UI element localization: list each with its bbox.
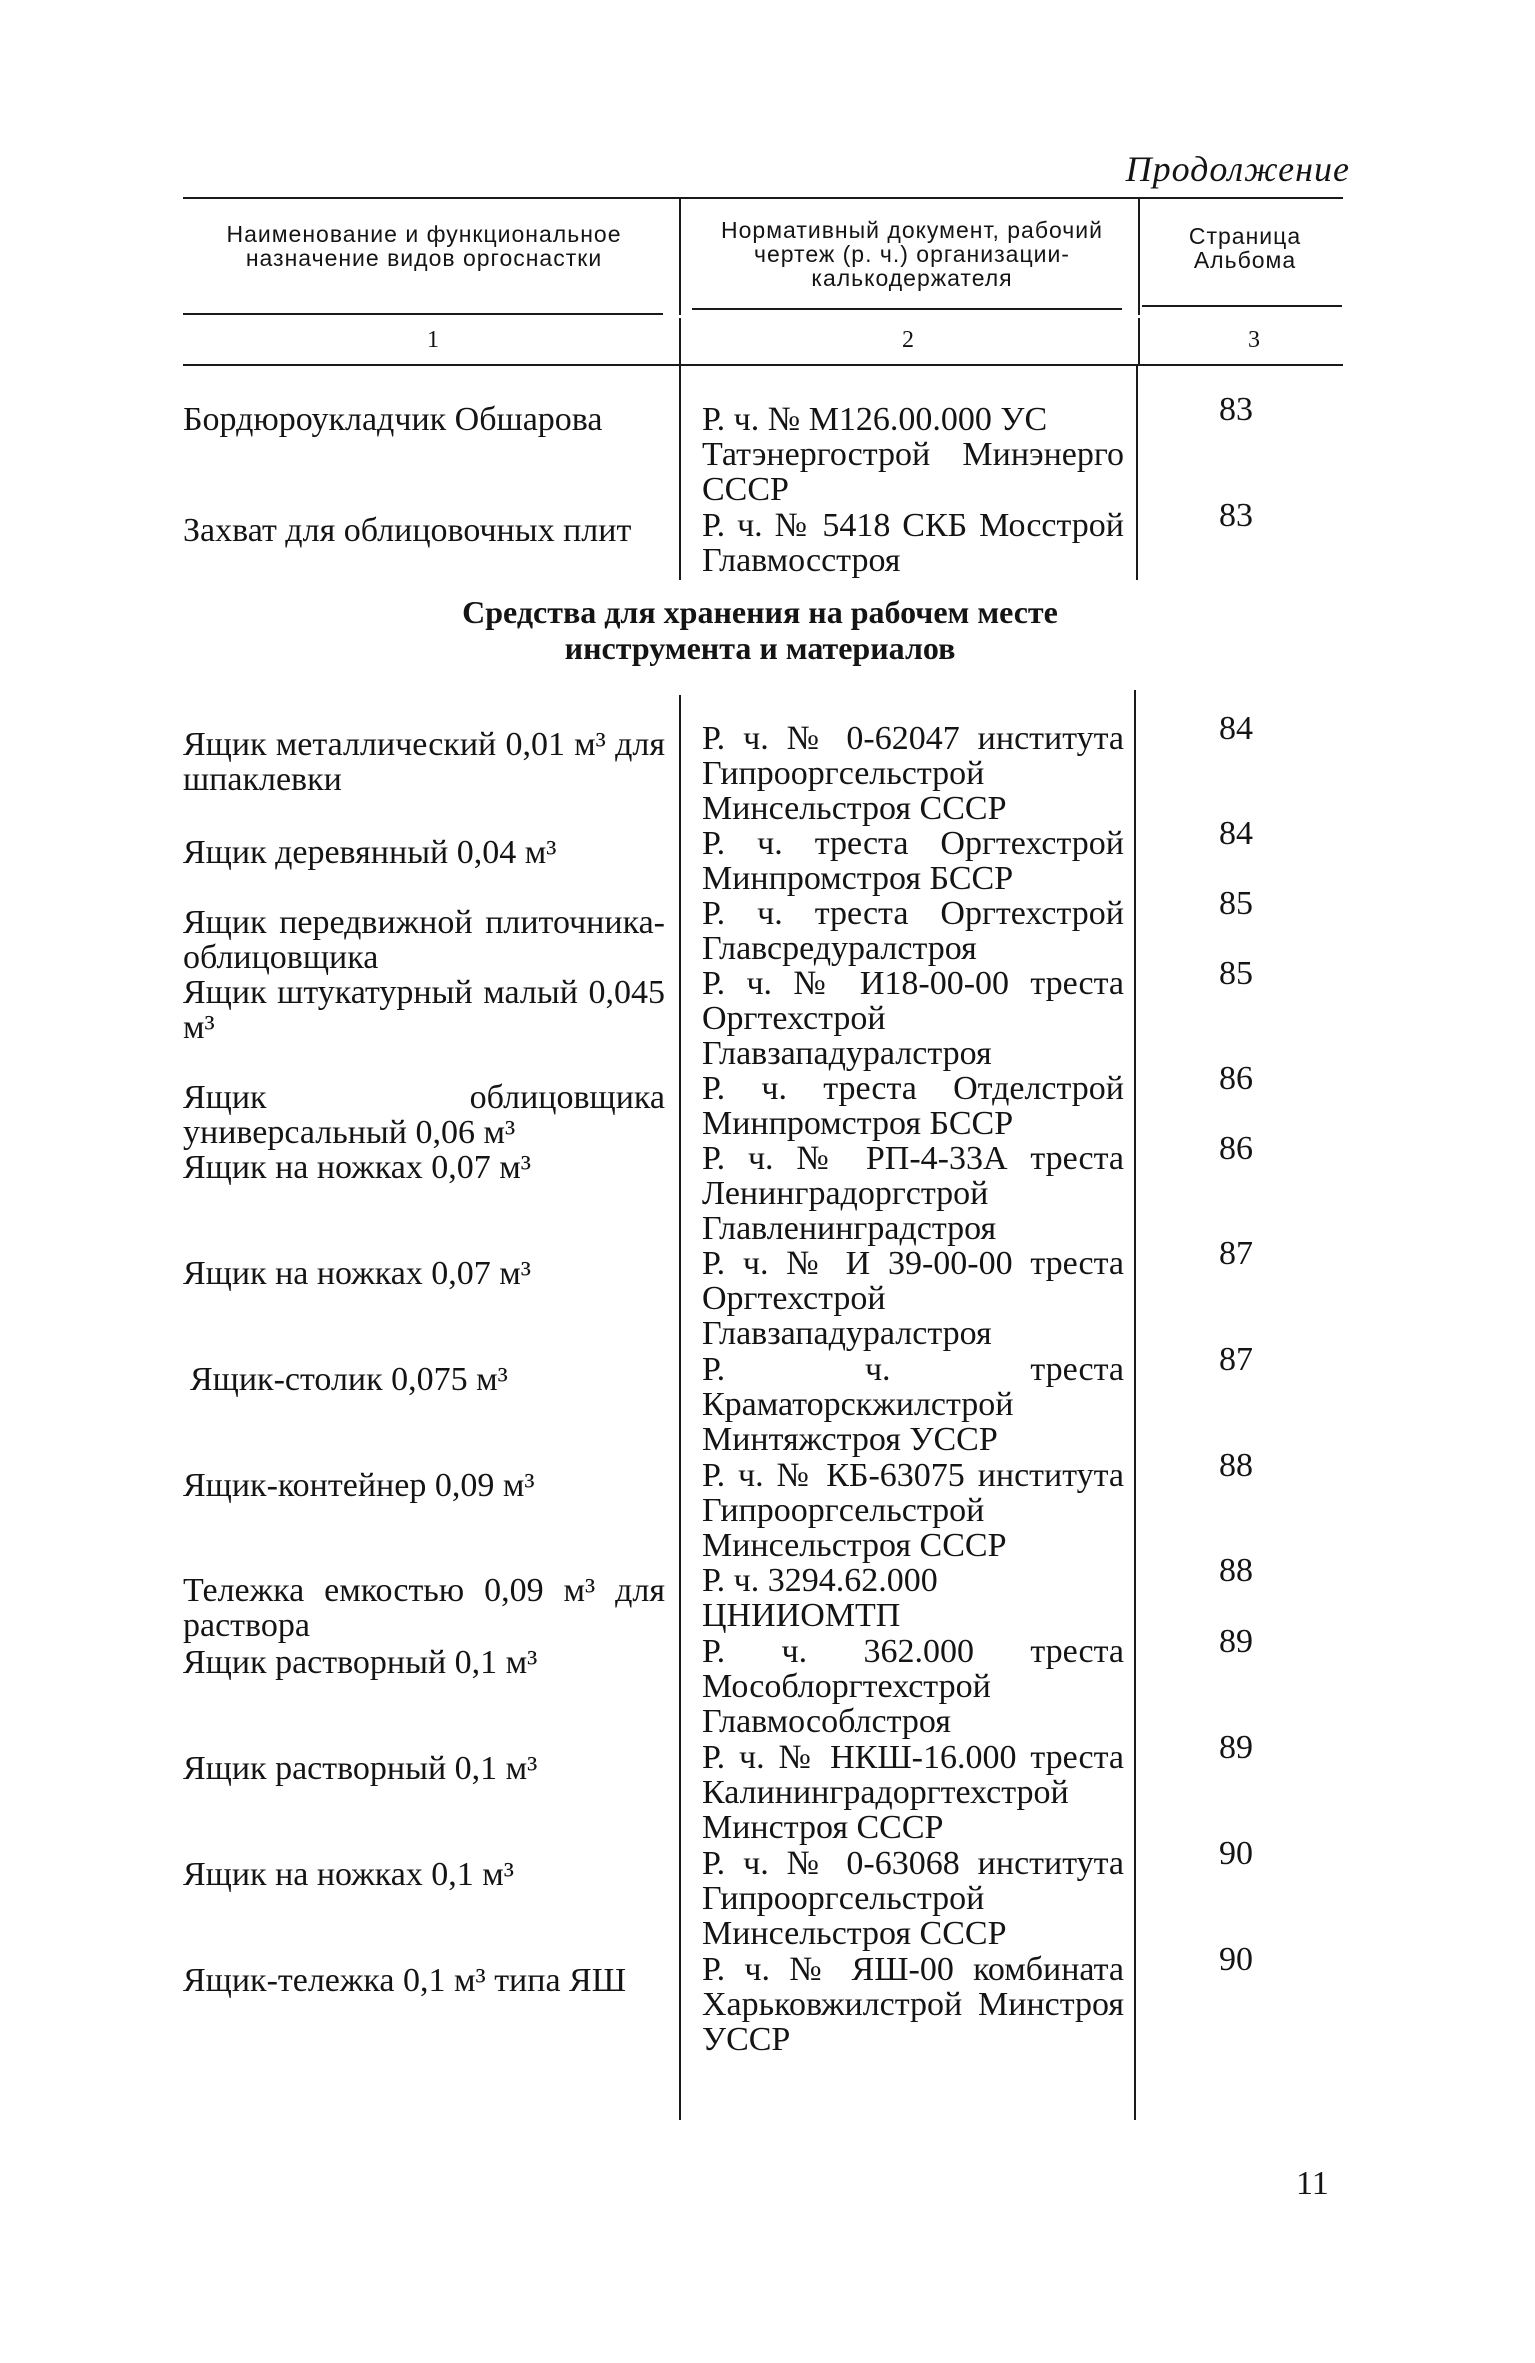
row-name: Ящик-столик 0,075 м³ [190, 1361, 508, 1398]
body-divider-1-bottom [679, 695, 681, 2120]
row-name: Ящик на ножках 0,07 м³ [183, 1149, 532, 1186]
header-underline-col1 [183, 313, 663, 315]
row-page: 86 [1219, 1130, 1253, 1167]
row-document: Р. ч. № 5418 СКБ Мосстрой Главмосстроя [702, 507, 1124, 579]
column-number-1: 1 [427, 327, 439, 353]
header-col2: Нормативный документ, рабочий чертеж (р. ч.) организации-калькодержателя [721, 217, 1103, 291]
row-page: 89 [1219, 1623, 1253, 1660]
row-page: 90 [1219, 1941, 1253, 1978]
row-document: Р. ч. № И 39-00-00 треста Оргтехстрой Главзападуралстроя [702, 1245, 1124, 1352]
row-document: Р. ч. № КБ-63075 института Гипрооргсельстрой Минсельстроя СССР [702, 1457, 1124, 1564]
numbers-divider-2 [1138, 318, 1140, 364]
row-name: Захват для облицовочных плит [183, 512, 632, 549]
continuation-label: Продолжение [1125, 149, 1350, 189]
row-name: Ящик облицовщика универсальный 0,06 м³ [183, 1079, 665, 1151]
row-name: Ящик на ножках 0,1 м³ [183, 1856, 515, 1893]
row-name: Ящик металлический 0,01 м³ для шпаклевки [183, 726, 665, 798]
row-document: Р. ч. треста Оргтехстрой Главсредуралстроя [702, 895, 1124, 967]
row-name: Ящик растворный 0,1 м³ [183, 1644, 538, 1681]
row-page: 88 [1219, 1552, 1253, 1589]
row-document: Р. ч. треста Краматорскжилстрой Минтяжстроя УССР [702, 1351, 1124, 1458]
header-underline-col3 [1142, 305, 1342, 307]
header-underline-col2 [692, 308, 1122, 310]
row-name: Ящик штукатурный малый 0,045 м³ [183, 974, 665, 1046]
row-name: Тележка емкостью 0,09 м³ для раствора [183, 1572, 665, 1644]
row-name: Ящик на ножках 0,07 м³ [183, 1255, 532, 1292]
row-name: Ящик-контейнер 0,09 м³ [183, 1467, 535, 1504]
row-document: Р. ч. треста Отделстрой Минпромстроя БССР [702, 1070, 1124, 1142]
row-name: Бордюроукладчик Обшарова [183, 401, 603, 438]
row-name: Ящик-тележка 0,1 м³ типа ЯШ [183, 1962, 627, 1999]
page-number: 11 [1296, 2165, 1329, 2202]
row-page: 89 [1219, 1729, 1253, 1766]
row-page: 84 [1219, 710, 1253, 747]
header-col1: Наименование и функциональное назначение видов оргоснастки [226, 221, 622, 271]
row-name: Ящик растворный 0,1 м³ [183, 1750, 538, 1787]
row-document: Р. ч. № НКШ-16.000 треста Калининградоргтехстрой Минстроя СССР [702, 1739, 1124, 1846]
column-number-3: 3 [1248, 327, 1260, 353]
row-page: 90 [1219, 1835, 1253, 1872]
row-document: Р. ч. № И18-00-00 треста Оргтехстрой Главзападуралстроя [702, 965, 1124, 1072]
body-divider-1-top [679, 364, 681, 580]
row-page: 83 [1219, 391, 1253, 428]
row-page: 83 [1219, 497, 1253, 534]
header-col3: Страница Альбома [1188, 223, 1302, 273]
row-document: Р. ч. 3294.62.000 ЦНИИОМТП [702, 1562, 938, 1634]
row-document: Р. ч. 362.000 треста Мособлоргтехстрой Главмособлстроя [702, 1633, 1124, 1740]
header-divider-2 [1138, 197, 1140, 315]
row-page: 85 [1219, 955, 1253, 992]
row-name: Ящик деревянный 0,04 м³ [183, 834, 557, 871]
body-divider-2-top [1136, 364, 1138, 580]
numbers-divider-1 [679, 318, 681, 364]
column-number-2: 2 [902, 327, 914, 353]
row-document: Р. ч. треста Оргтехстрой Минпромстроя БССР [702, 825, 1124, 897]
row-document: Р. ч. № М126.00.000 УС Татэнергострой Минэнерго СССР [702, 401, 1124, 508]
row-page: 88 [1219, 1447, 1253, 1484]
row-page: 84 [1219, 815, 1253, 852]
row-name: Ящик передвижной плиточника-облицовщика [183, 904, 665, 976]
row-document: Р. ч. № 0-62047 института Гипрооргсельстрой Минсельстроя СССР [702, 720, 1124, 827]
body-divider-2-bottom [1134, 690, 1136, 2120]
row-page: 86 [1219, 1060, 1253, 1097]
row-document: Р. ч. № РП-4-33А треста Ленинградоргстрой Главленинградстроя [702, 1140, 1124, 1247]
row-page: 87 [1219, 1235, 1253, 1272]
row-document: Р. ч. № ЯШ-00 комбината Харьковжилстрой Минстроя УССР [702, 1951, 1124, 2058]
header-top-rule [183, 197, 1343, 199]
header-divider-1 [679, 197, 681, 315]
row-page: 87 [1219, 1341, 1253, 1378]
row-document: Р. ч. № 0-63068 института Гипрооргсельстрой Минсельстроя СССР [702, 1845, 1124, 1952]
row-page: 85 [1219, 885, 1253, 922]
section-title: Средства для хранения на рабочем месте инструмента и материалов [462, 594, 1058, 666]
column-numbers-rule [183, 364, 1343, 366]
